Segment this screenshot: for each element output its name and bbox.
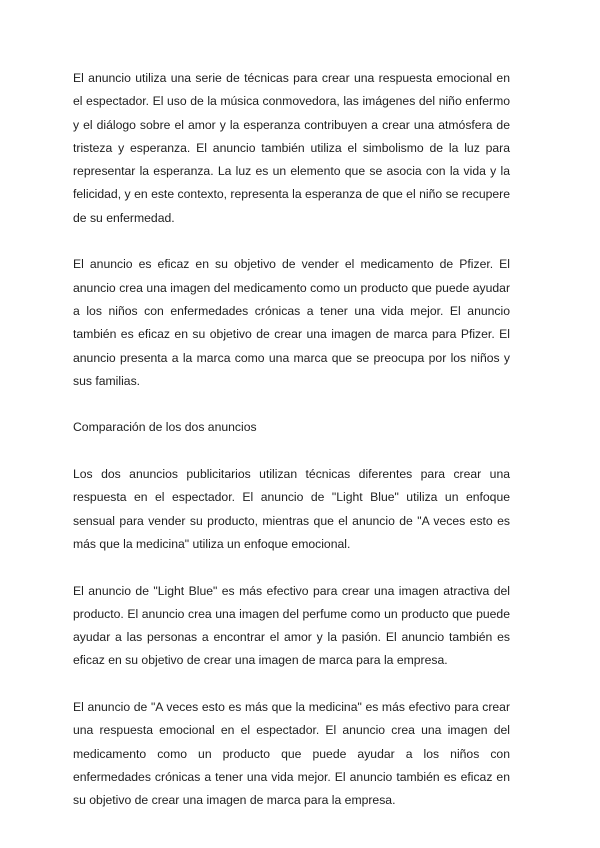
section-heading: Comparación de los dos anuncios bbox=[73, 420, 257, 435]
paragraph-emotional-techniques: El anuncio utiliza una serie de técnicas para crear una respuesta emocional en el espectador. El uso de la música conmovedora, las imágenes del niño enfermo y el diálogo sobre el amor y la esperanza contribuyen a crear una atmósfera de tristeza y esperanza. El anuncio también utiliza el simbolismo de la luz para representar la esperanza. La luz es un elemento que se asocia con la vida y la felicidad, y en este contexto, representa la esperanza de que el niño se recupere de su enfermedad. bbox=[73, 71, 510, 225]
paragraph-medicina: El anuncio de "A veces esto es más que la medicina" es más efectivo para crear una respuesta emocional en el espectador. El anuncio crea una imagen del medicamento como un producto que puede ayudar a los niños con enfermedades crónicas a tener una vida mejor. El anuncio también es eficaz en su objetivo de crear una imagen de marca para la empresa. bbox=[73, 700, 510, 808]
paragraph-comparison-intro: Los dos anuncios publicitarios utilizan técnicas diferentes para crear una respuesta en el espectador. El anuncio de "Light Blue" utiliza un enfoque sensual para vender su producto, mientras que el anuncio de "A veces esto es más que la medicina" utiliza un enfoque emocional. bbox=[73, 467, 510, 551]
paragraph-pfizer-effectiveness: El anuncio es eficaz en su objetivo de vender el medicamento de Pfizer. El anuncio crea una imagen del medicamento como un producto que puede ayudar a los niños con enfermedades crónicas a tener una vida mejor. El anuncio también es eficaz en su objetivo de crear una imagen de marca para Pfizer. El anuncio presenta a la marca como una marca que se preocupa por los niños y sus familias. bbox=[73, 257, 510, 388]
document-body bbox=[73, 67, 510, 836]
paragraph-light-blue: El anuncio de "Light Blue" es más efectivo para crear una imagen atractiva del producto. El anuncio crea una imagen del perfume como un producto que puede ayudar a las personas a encontrar el amor y la pasión. El anuncio también es eficaz en su objetivo de crear una imagen de marca para la empresa. bbox=[73, 583, 510, 668]
